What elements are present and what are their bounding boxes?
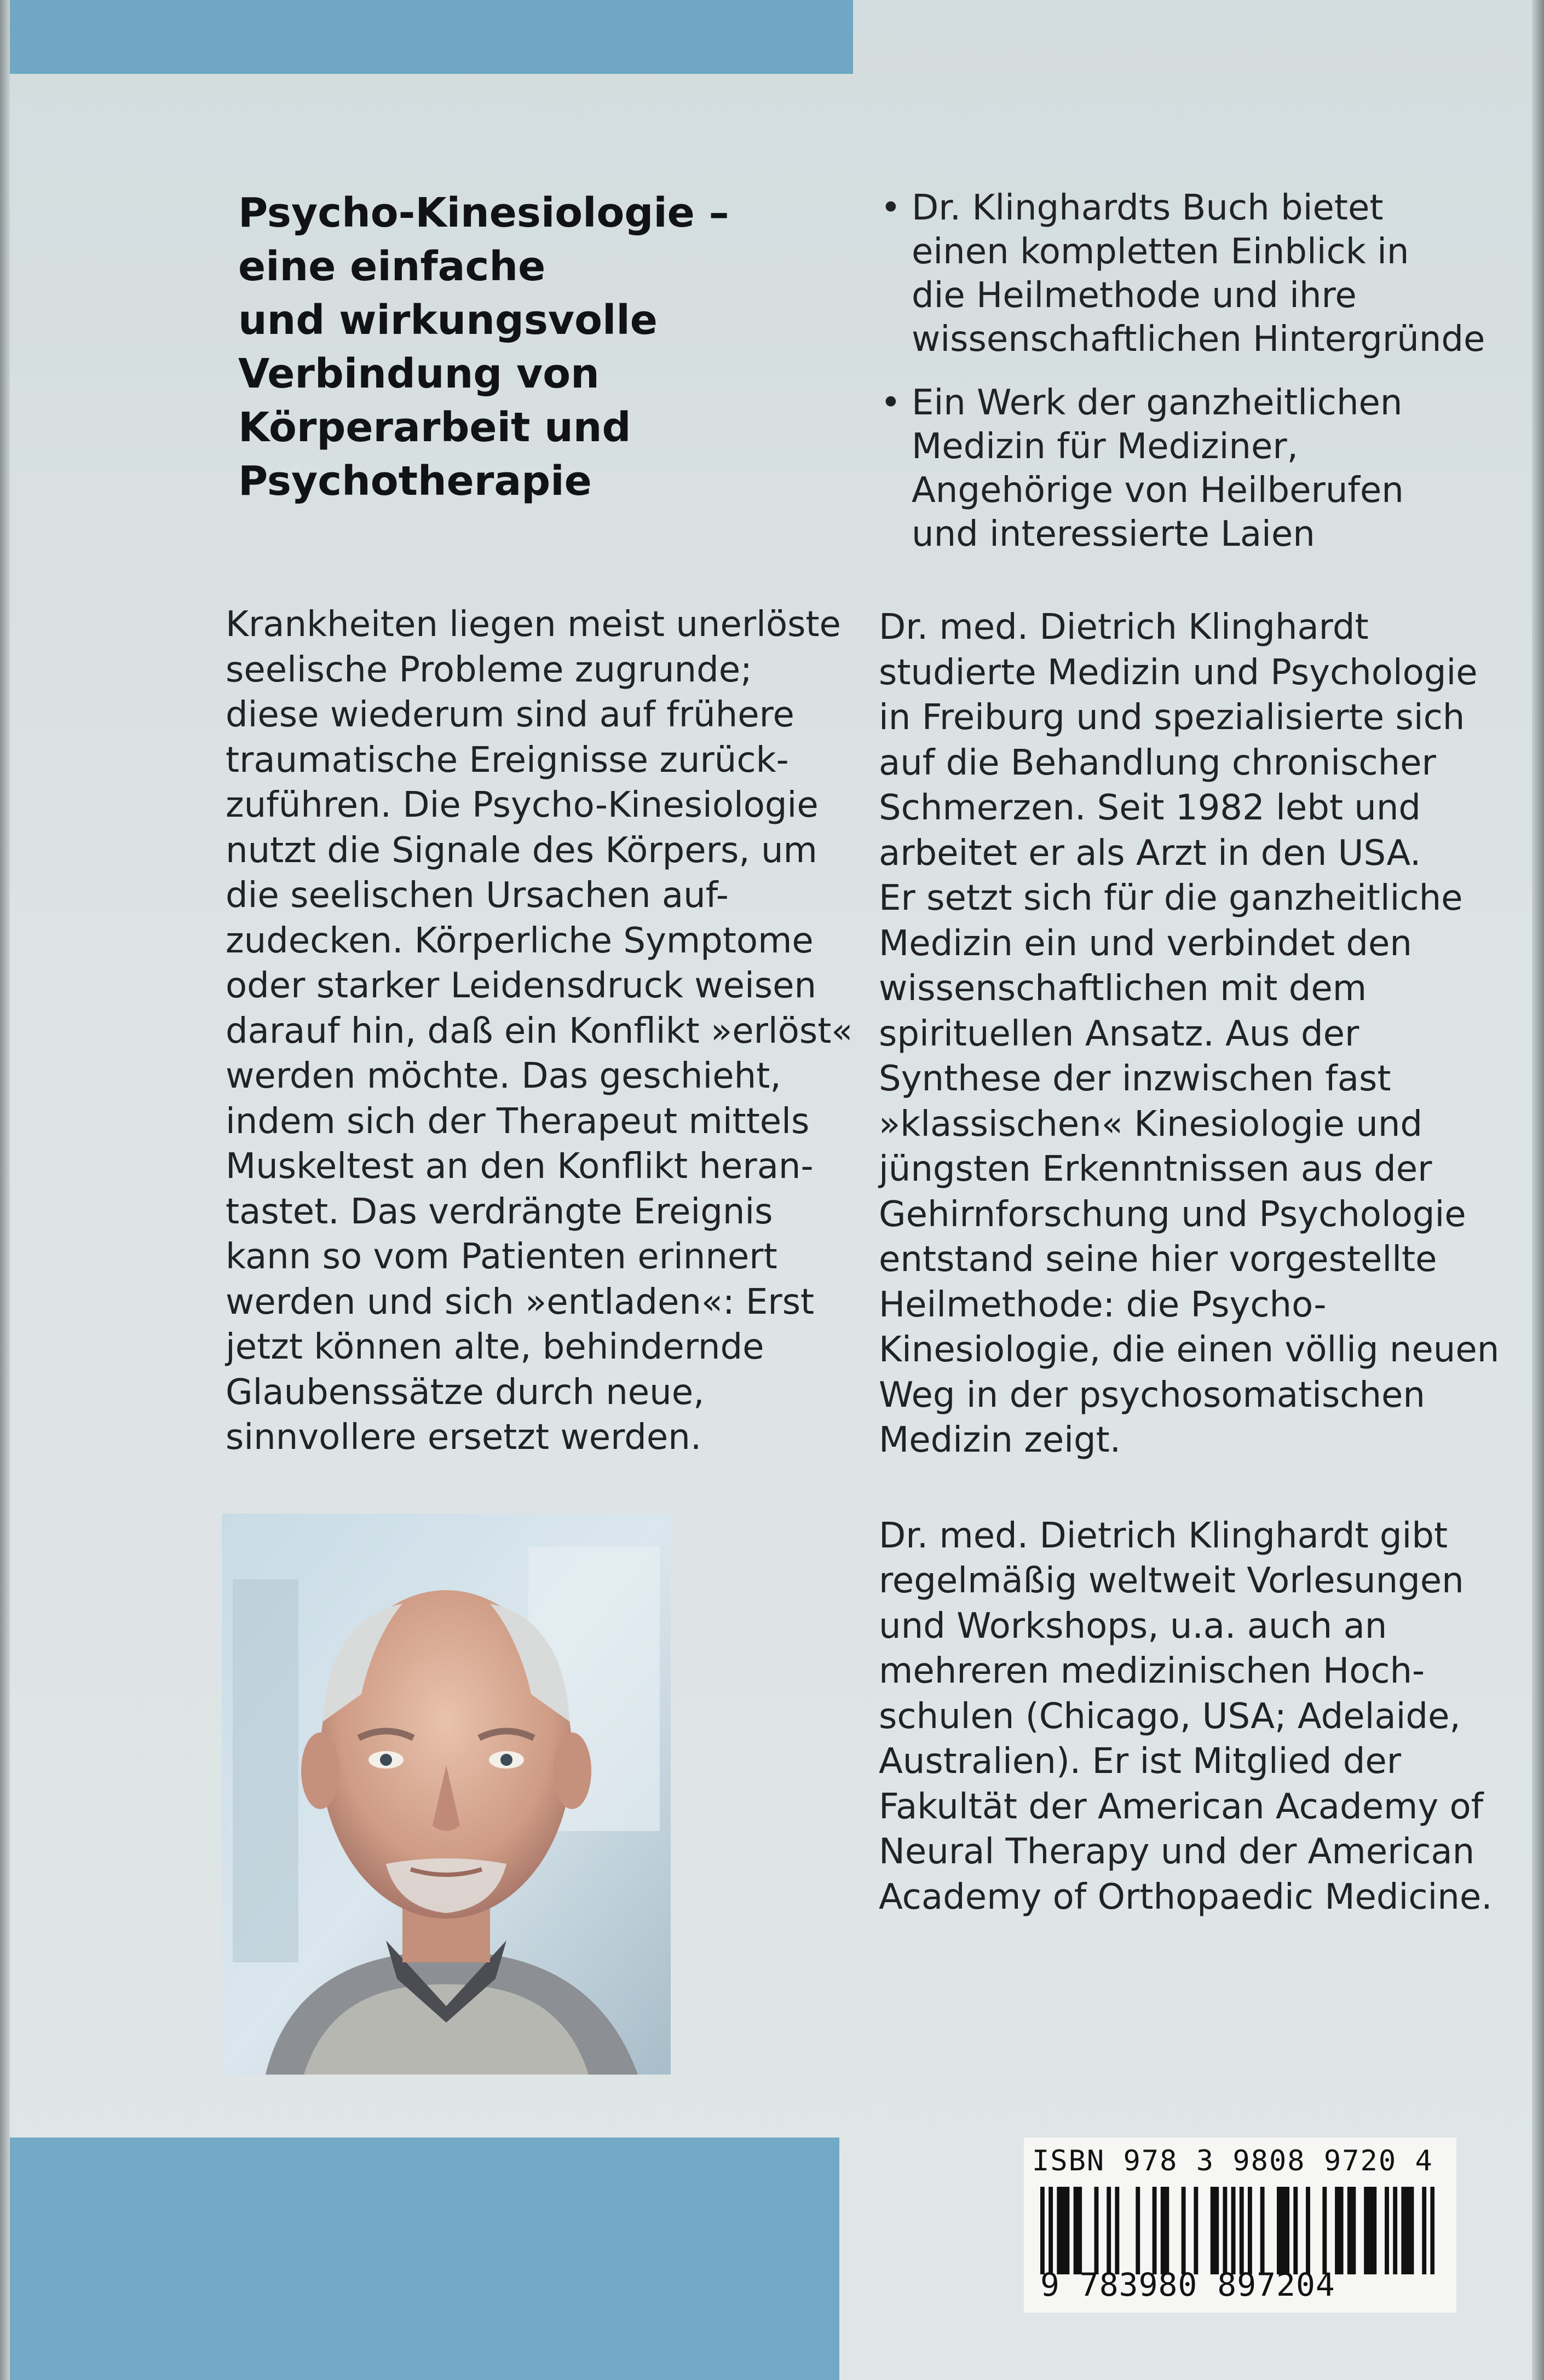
barcode-bar (1347, 2187, 1352, 2274)
text-line: und Workshops, u.a. auch an (879, 1605, 1387, 1647)
description-text (226, 602, 853, 1460)
author-bio-paragraph (879, 605, 1525, 1463)
barcode-bar (1048, 2187, 1053, 2274)
barcode-bar (1405, 2187, 1410, 2274)
barcode-bar (1094, 2187, 1099, 2274)
barcode-bar (1214, 2187, 1219, 2274)
bullet-list (876, 186, 1522, 556)
text-line: jüngsten Erkenntnissen aus der (879, 1149, 1432, 1189)
barcode-bar (1161, 2187, 1165, 2274)
text-line: auf die Behandlung chronischer (879, 742, 1436, 783)
barcode-bar (1165, 2187, 1169, 2274)
barcode-bar (1231, 2187, 1236, 2274)
text-line: Glaubenssätze durch neue, (226, 1372, 705, 1413)
bullet-line: und interessierte Laien (912, 514, 1315, 554)
headline-line: Psychotherapie (238, 458, 592, 505)
text-line: indem sich der Therapeut mittels (226, 1101, 810, 1142)
text-line: mehreren medizinischen Hoch- (879, 1651, 1425, 1691)
barcode-bar (1335, 2187, 1339, 2274)
text-line: Dr. med. Dietrich Klinghardt (879, 607, 1369, 648)
text-line: werden möchte. Das geschieht, (226, 1056, 781, 1096)
barcode-bar (1306, 2187, 1310, 2274)
barcode-bar (1074, 2187, 1078, 2274)
barcode-bar (1182, 2187, 1186, 2274)
text-line: Er setzt sich für die ganzheitliche (879, 878, 1463, 919)
text-line: Krankheiten liegen meist unerlöste (226, 604, 841, 645)
author-bio (879, 605, 1525, 1920)
bullet-dot-icon: • (880, 383, 901, 423)
text-line: seelische Probleme zugrunde; (226, 649, 752, 690)
barcode-bar (1430, 2187, 1434, 2274)
text-line: Gehirnforschung und Psychologie (879, 1194, 1466, 1235)
text-line: »klassischen« Kinesiologie und (879, 1104, 1422, 1145)
barcode-bar (1322, 2187, 1327, 2274)
text-line: arbeitet er als Arzt in den USA. (879, 833, 1421, 874)
text-line: Medizin ein und verbindet den (879, 923, 1412, 964)
ean-digits: 9 783980 897204 (1040, 2266, 1335, 2303)
text-line: sinnvollere ersetzt werden. (226, 1417, 702, 1458)
text-line: Synthese der inzwischen fast (879, 1059, 1391, 1099)
text-line: Neural Therapy und der American (879, 1832, 1475, 1872)
author-portrait (222, 1514, 671, 2075)
text-line: zudecken. Körperliche Symptome (226, 920, 814, 961)
barcode-bar (1372, 2187, 1376, 2274)
author-activities-paragraph (879, 1514, 1525, 1920)
text-line: Medizin zeigt. (879, 1420, 1121, 1460)
text-line: Fakultät der American Academy of (879, 1786, 1484, 1827)
bullet-dot-icon: • (880, 188, 901, 228)
bottom-accent-band (10, 2138, 839, 2380)
headline-line: Psycho-Kinesiologie – (238, 189, 729, 236)
text-line: nutzt die Signale des Körpers, um (226, 830, 817, 871)
text-line: in Freiburg und spezialisierte sich (879, 697, 1465, 738)
text-line: zuführen. Die Psycho-Kinesiologie (226, 785, 819, 825)
barcode-bar (1281, 2187, 1286, 2274)
text-line: kann so vom Patienten erinnert (226, 1237, 777, 1277)
text-line: regelmäßig weltweit Vorlesungen (879, 1561, 1464, 1601)
barcode-bar (1211, 2187, 1215, 2274)
text-line: schulen (Chicago, USA; Adelaide, (879, 1696, 1461, 1737)
text-line: traumatische Ereignisse zurück- (226, 740, 789, 781)
headline-line: Verbindung von (238, 350, 600, 397)
barcode-bar (1057, 2187, 1061, 2274)
top-accent-band (10, 0, 853, 74)
barcode-bar (1277, 2187, 1281, 2274)
text-line: Weg in der psychosomatischen (879, 1374, 1425, 1416)
text-line: Schmerzen. Seit 1982 lebt und (879, 788, 1421, 828)
barcode-bar (1040, 2187, 1045, 2274)
barcode-bar (1393, 2187, 1397, 2274)
cover-left-edge (0, 0, 10, 2380)
barcode-bar (1240, 2187, 1244, 2274)
text-line: Muskeltest an den Konflikt heran- (226, 1146, 814, 1187)
text-line: tastet. Das verdrängte Ereignis (226, 1191, 773, 1232)
barcode-bar (1260, 2187, 1265, 2274)
bullet-item (876, 186, 1522, 361)
barcode-bar (1385, 2187, 1389, 2274)
ean-barcode (1040, 2187, 1434, 2274)
barcode-bar (1078, 2187, 1082, 2274)
barcode-bar (1401, 2187, 1405, 2274)
barcode-bar (1339, 2187, 1344, 2274)
barcode-bar (1248, 2187, 1252, 2274)
barcode-bar (1364, 2187, 1368, 2274)
text-line: Academy of Orthopaedic Medicine. (879, 1876, 1493, 1917)
barcode-bar (1293, 2187, 1298, 2274)
text-line: werden und sich »entladen«: Erst (226, 1281, 815, 1322)
bullet-line: Angehörige von Heilberufen (912, 470, 1404, 511)
bullet-line: Ein Werk der ganzheitlichen (912, 383, 1403, 423)
text-line: Heilmethode: die Psycho- (879, 1284, 1327, 1325)
cover-right-edge (1532, 0, 1544, 2380)
text-line: oder starker Leidensdruck weisen (226, 966, 817, 1006)
barcode-bar (1153, 2187, 1157, 2274)
bullet-item (876, 381, 1522, 556)
text-line: diese wiederum sind auf frühere (226, 695, 794, 735)
barcode-bar (1194, 2187, 1198, 2274)
text-line: studierte Medizin und Psychologie (879, 652, 1478, 693)
text-line: jetzt können alte, behindernde (226, 1327, 764, 1367)
isbn-label: ISBN 978 3 9808 9720 4 (1032, 2145, 1433, 2177)
barcode-bar (1223, 2187, 1227, 2274)
barcode-bar (1368, 2187, 1373, 2274)
text-line: wissenschaftlichen mit dem (879, 968, 1367, 1009)
barcode-bar (1285, 2187, 1289, 2274)
barcode-bar (1107, 2187, 1111, 2274)
bullet-line: die Heilmethode und ihre (912, 275, 1357, 316)
text-line: spirituellen Ansatz. Aus der (879, 1013, 1359, 1054)
barcode-bar (1422, 2187, 1426, 2274)
headline-line: und wirkungsvolle (238, 297, 658, 344)
bullet-line: Dr. Klinghardts Buch bietet (912, 188, 1384, 228)
barcode-bar (1351, 2187, 1356, 2274)
headline (238, 186, 840, 508)
bullet-line: wissenschaftlichen Hintergründe (912, 319, 1485, 360)
barcode-bar (1115, 2187, 1119, 2274)
headline-line: Körperarbeit und (238, 404, 631, 451)
barcode-bar (1136, 2187, 1140, 2274)
text-line: Australien). Er ist Mitglied der (879, 1741, 1402, 1782)
text-line: entstand seine hier vorgestellte (879, 1239, 1437, 1280)
barcode-bar (1410, 2187, 1414, 2274)
text-line: Dr. med. Dietrich Klinghardt gibt (879, 1515, 1448, 1556)
barcode-bar (1061, 2187, 1065, 2274)
text-line: Kinesiologie, die einen völlig neuen (879, 1330, 1500, 1370)
text-line: darauf hin, daß ein Konflikt »erlöst« (226, 1010, 853, 1052)
headline-line: eine einfache (238, 243, 546, 290)
author-portrait-illustration (222, 1514, 671, 2075)
barcode-bar (1065, 2187, 1069, 2274)
bullet-line: einen kompletten Einblick in (912, 232, 1409, 272)
bullet-line: Medizin für Mediziner, (912, 426, 1298, 467)
text-line: die seelischen Ursachen auf- (226, 875, 729, 916)
